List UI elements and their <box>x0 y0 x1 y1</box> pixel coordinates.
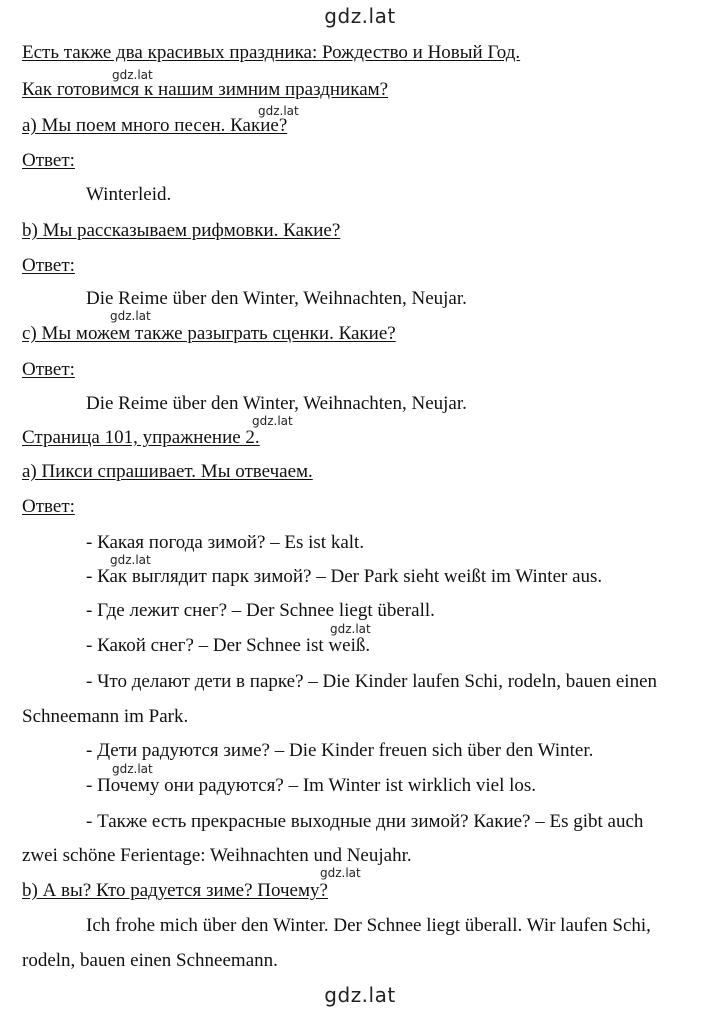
answer-label: Ответ: <box>22 359 75 380</box>
exercise-heading: Страница 101, упражнение 2. <box>22 427 260 448</box>
answer-text: Die Reime über den Winter, Weihnachten, Neujar. <box>86 288 467 309</box>
qa-line: - Что делают дети в парке? – Die Kinder laufen Schi, rodeln, bauen einen <box>86 671 658 692</box>
answer-label: Ответ: <box>22 496 75 517</box>
response-line-cont: rodeln, bauen einen Schneemann. <box>22 950 278 971</box>
watermark-small: gdz.lat <box>320 866 361 880</box>
qa-line: - Дети радуются зиме? – Die Kinder freuen sich über den Winter. <box>86 740 594 761</box>
intro-line: Есть также два красивых праздника: Рождество и Новый Год. <box>22 42 521 63</box>
watermark-small: gdz.lat <box>252 414 293 428</box>
qa-line: - Как выглядит парк зимой? – Der Park sieht weißt im Winter aus. <box>86 566 603 587</box>
watermark-small: gdz.lat <box>330 622 371 636</box>
task-a: a) Мы поем много песен. Какие? <box>22 115 288 136</box>
answer-label: Ответ: <box>22 150 75 171</box>
watermark-small: gdz.lat <box>110 309 151 323</box>
watermark-small: gdz.lat <box>112 68 153 82</box>
task-c: c) Мы можем также разыграть сценки. Какие? <box>22 323 396 344</box>
watermark-small: gdz.lat <box>110 553 151 567</box>
qa-line-cont: Schneemann im Park. <box>22 706 189 727</box>
watermark-top: gdz.lat <box>324 4 396 28</box>
answer-text: Die Reime über den Winter, Weihnachten, Neujar. <box>86 393 467 414</box>
task-a2: a) Пикси спрашивает. Мы отвечаем. <box>22 461 313 482</box>
qa-line-cont: zwei schöne Ferientage: Weihnachten und Neujahr. <box>22 845 412 866</box>
answer-text: Winterleid. <box>86 184 172 205</box>
task-b: b) Мы рассказываем рифмовки. Какие? <box>22 220 341 241</box>
qa-line: - Также есть прекрасные выходные дни зимой? Какие? – Es gibt auch <box>86 811 644 832</box>
qa-line: - Какая погода зимой? – Es ist kalt. <box>86 532 365 553</box>
answer-label: Ответ: <box>22 255 75 276</box>
watermark-bottom: gdz.lat <box>324 983 396 1007</box>
qa-line: - Где лежит снег? – Der Schnee liegt überall. <box>86 600 435 621</box>
watermark-small: gdz.lat <box>258 104 299 118</box>
response-line: Ich frohe mich über den Winter. Der Schnee liegt überall. Wir laufen Schi, <box>86 915 651 936</box>
watermark-small: gdz.lat <box>112 762 153 776</box>
qa-line: - Какой снег? – Der Schnee ist weiß. <box>86 635 371 656</box>
task-b2: b) А вы? Кто радуется зиме? Почему? <box>22 880 328 901</box>
qa-line: - Почему они радуются? – Im Winter ist wirklich viel los. <box>86 775 537 796</box>
question-heading: Как готовимся к нашим зимним праздникам? <box>22 79 389 100</box>
